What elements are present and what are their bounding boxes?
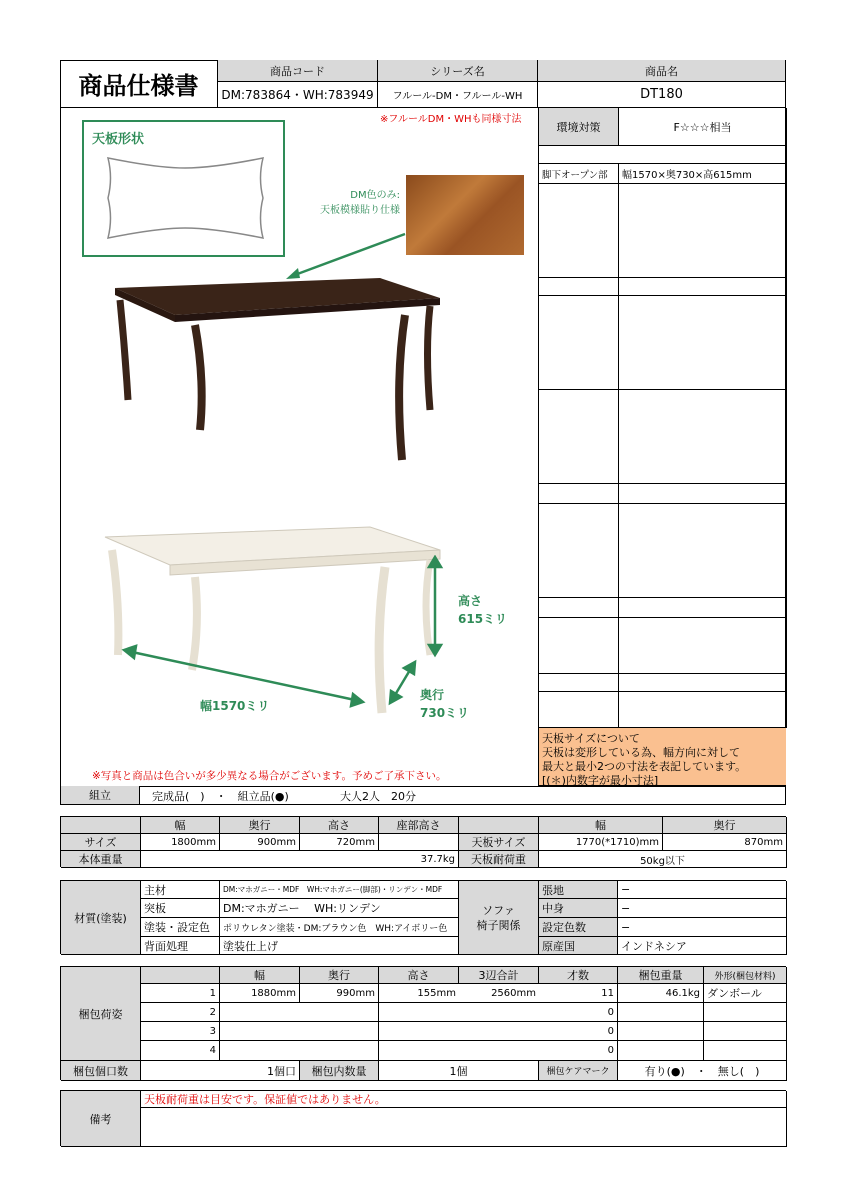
panel-cell — [619, 598, 787, 618]
count-value: 1個口 — [141, 1061, 300, 1081]
same-size-note: ※フルールDM・WHも同様寸法 — [380, 114, 522, 125]
origin-value: インドネシア — [618, 937, 787, 955]
packing-table — [60, 966, 786, 1080]
pack-row-weight — [618, 1003, 704, 1022]
sofa-label-2: 椅子関係 — [476, 918, 521, 932]
panel-cell — [539, 390, 619, 484]
pack-h-depth: 奥行 — [300, 967, 379, 984]
dm-color-line-2: 天板模様貼り仕様 — [320, 205, 400, 216]
dimension-arrows — [110, 555, 450, 715]
back-label: 背面処理 — [141, 937, 220, 955]
pack-row-material — [704, 1041, 787, 1061]
width-label: 幅1570ミリ — [200, 699, 270, 713]
size-height: 720mm — [300, 834, 379, 851]
panel-cell — [619, 618, 787, 674]
top-shape-box — [82, 120, 285, 257]
top-h-width: 幅 — [539, 817, 663, 834]
load-label: 天板耐荷重 — [459, 851, 539, 868]
top-depth: 870mm — [663, 834, 787, 851]
env-label: 環境対策 — [539, 108, 619, 146]
size-h-depth: 奥行 — [220, 817, 300, 834]
panel-cell — [619, 674, 787, 692]
height-label-1: 高さ — [458, 594, 483, 608]
back-value: 塗装仕上げ — [220, 937, 459, 955]
pack-row-cube: 11 — [539, 984, 618, 1003]
weight-label: 本体重量 — [61, 851, 141, 868]
panel-cell — [539, 484, 619, 504]
size-table — [60, 816, 786, 867]
top-note-line: 天板サイズについて — [542, 732, 640, 745]
pack-h-weight: 梱包重量 — [618, 967, 704, 984]
name-label: 商品名 — [538, 60, 786, 82]
main-value: DM:マホガニー・MDF WH:マホガニー(脚部)・リンデン・MDF — [220, 881, 459, 899]
size-h-seat: 座部高さ — [379, 817, 459, 834]
size-h-width: 幅 — [141, 817, 220, 834]
panel-cell — [539, 618, 619, 674]
packing-label: 梱包荷姿 — [61, 967, 141, 1061]
pack-row-weight — [618, 1022, 704, 1041]
panel-cell — [539, 296, 619, 390]
veneer-label: 突板 — [141, 899, 220, 918]
size-label: サイズ — [61, 834, 141, 851]
pack-row-weight — [618, 1041, 704, 1061]
pack-h-material: 外形(梱包材料) — [704, 967, 787, 984]
inner-label: 梱包内数量 — [300, 1061, 379, 1081]
pack-row-no: 4 — [141, 1041, 220, 1061]
pack-row-cube: 0 — [379, 1041, 618, 1061]
top-size-label: 天板サイズ — [459, 834, 539, 851]
series-label: シリーズ名 — [378, 60, 538, 82]
pack-row-material — [704, 1022, 787, 1041]
panel-cell — [539, 278, 619, 296]
top-size-note — [538, 728, 786, 786]
top-note-line: 天板は変形している為、幅方向に対して — [542, 746, 740, 759]
remarks-table — [60, 1090, 786, 1146]
panel-cell — [619, 692, 787, 728]
name-value: DT180 — [538, 82, 786, 108]
panel-cell — [619, 390, 787, 484]
pack-row-weight: 46.1kg — [618, 984, 704, 1003]
blank-row — [539, 146, 787, 164]
pack-row-width: 1880mm — [220, 984, 300, 1003]
panel-cell — [619, 484, 787, 504]
remarks-label: 備考 — [61, 1091, 141, 1147]
main-label: 主材 — [141, 881, 220, 899]
code-label: 商品コード — [218, 60, 378, 82]
pack-h-cube: 才数 — [539, 967, 618, 984]
sofa-label — [459, 881, 539, 955]
code-value: DM:783864・WH:783949 — [218, 82, 378, 108]
panel-cell — [619, 504, 787, 598]
panel-cell — [619, 278, 787, 296]
panel-cell — [619, 184, 787, 278]
pack-h-width: 幅 — [220, 967, 300, 984]
panel-cell — [539, 674, 619, 692]
doc-title: 商品仕様書 — [60, 60, 218, 108]
pack-row-width — [220, 1041, 379, 1061]
env-value: F☆☆☆相当 — [619, 108, 787, 146]
depth-label-1: 奥行 — [420, 688, 445, 702]
top-width: 1770(*1710)mm — [539, 834, 663, 851]
pack-h-sum: 3辺合計 — [459, 967, 539, 984]
remarks-blank — [141, 1108, 787, 1147]
top-note-line: 最大と最小2つの寸法を表記しています。 — [542, 760, 747, 773]
remarks-text: 天板耐荷重は目安です。保証値ではありません。 — [141, 1091, 787, 1108]
height-label — [458, 592, 507, 628]
veneer-value: DM:マホガニー WH:リンデン — [220, 899, 459, 918]
top-header-blank — [459, 817, 539, 834]
size-depth: 900mm — [220, 834, 300, 851]
leg-label: 脚下オープン部 — [539, 164, 619, 184]
dm-color-note — [300, 188, 400, 218]
origin-label: 原産国 — [539, 937, 618, 955]
size-header-blank — [61, 817, 141, 834]
photo-note: ※写真と商品は色合いが多少異なる場合がございます。予めご了承下さい。 — [92, 770, 447, 782]
right-panel — [538, 108, 786, 728]
top-h-depth: 奥行 — [663, 817, 787, 834]
pack-row-width — [220, 1003, 379, 1022]
series-value: フルール-DM・フルール-WH — [378, 82, 538, 108]
weight-value: 37.7kg — [141, 851, 459, 868]
top-shape-label: 天板形状 — [92, 132, 145, 147]
assembly-people: 大人2人 20分 — [340, 790, 416, 803]
filling-label: 中身 — [539, 899, 618, 918]
pack-row-width — [220, 1022, 379, 1041]
panel-cell — [539, 598, 619, 618]
inner-value: 1個 — [379, 1061, 539, 1081]
pack-row-no: 2 — [141, 1003, 220, 1022]
panel-cell — [539, 504, 619, 598]
pack-row-no: 1 — [141, 984, 220, 1003]
material-label: 材質(塗装) — [61, 881, 141, 955]
pack-row-cube: 0 — [379, 1022, 618, 1041]
care-value: 有り(●) ・ 無し( ) — [618, 1061, 787, 1081]
sofa-label-1: ソファ — [482, 903, 515, 917]
count-label: 梱包個口数 — [61, 1061, 141, 1081]
pack-row-no: 3 — [141, 1022, 220, 1041]
leg-value: 幅1570×奥730×高615mm — [619, 164, 787, 184]
pack-row-material — [704, 1003, 787, 1022]
pack-h-blank — [141, 967, 220, 984]
size-h-height: 高さ — [300, 817, 379, 834]
size-width: 1800mm — [141, 834, 220, 851]
dm-color-line-1: DM色のみ: — [350, 190, 400, 201]
depth-label-2: 730ミリ — [420, 706, 470, 720]
panel-cell — [539, 184, 619, 278]
dark-table-image — [100, 270, 450, 470]
filling-value: − — [618, 899, 787, 918]
pack-row-sum: 2560mm — [459, 984, 539, 1003]
pack-row-material: ダンボール — [704, 984, 787, 1003]
material-table — [60, 880, 786, 954]
upholstery-value: − — [618, 881, 787, 899]
pack-row-depth: 990mm — [300, 984, 379, 1003]
assembly-value: 完成品( ) ・ 組立品(●) — [152, 790, 289, 803]
care-label: 梱包ケアマーク — [539, 1061, 618, 1081]
top-shape-outline — [98, 152, 273, 246]
panel-cell — [619, 296, 787, 390]
assembly-label: 組立 — [60, 786, 140, 805]
pack-row-height: 155mm — [379, 984, 459, 1003]
pack-h-height: 高さ — [379, 967, 459, 984]
size-seat — [379, 834, 459, 851]
depth-label — [420, 686, 469, 722]
paint-label: 塗装・設定色 — [141, 918, 220, 937]
height-label-2: 615ミリ — [458, 612, 508, 626]
upholstery-label: 張地 — [539, 881, 618, 899]
wood-pattern-swatch — [406, 175, 524, 255]
paint-value: ポリウレタン塗装・DM:ブラウン色 WH:アイボリー色 — [220, 918, 459, 937]
colors-label: 設定色数 — [539, 918, 618, 937]
pack-row-cube: 0 — [379, 1003, 618, 1022]
load-value: 50kg以下 — [539, 851, 787, 868]
panel-cell — [539, 692, 619, 728]
colors-value: − — [618, 918, 787, 937]
top-note-line: [(＊)内数字が最小寸法] — [542, 774, 659, 787]
